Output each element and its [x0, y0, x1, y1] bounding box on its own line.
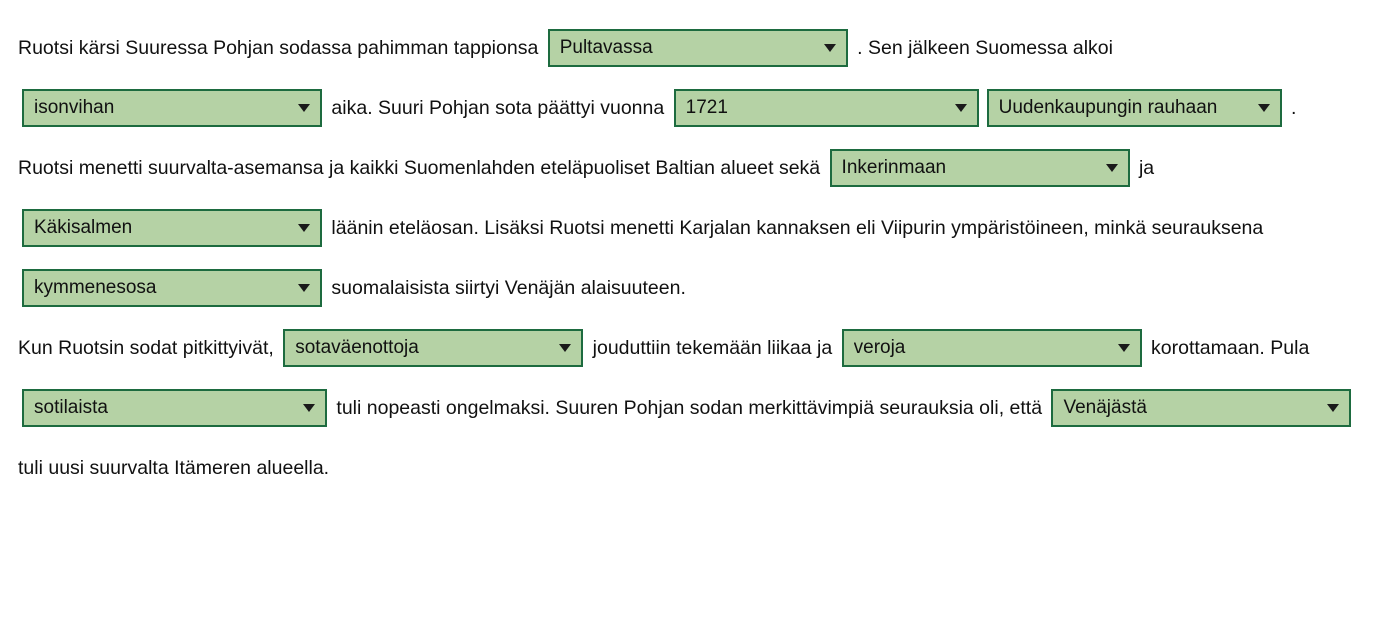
exercise-text: tuli uusi suurvalta Itämeren alueella.	[18, 397, 1361, 479]
exercise-text: jouduttiin tekemään liikaa ja	[587, 337, 838, 359]
dropdown-selected-value: 1721	[685, 96, 728, 118]
dropdown-isonvihan[interactable]	[22, 89, 322, 127]
dropdown-uudenkaupungin-rauhaan[interactable]	[987, 89, 1282, 127]
dropdown-venajasta[interactable]	[1051, 389, 1351, 427]
chevron-down-icon[interactable]	[298, 104, 310, 112]
exercise-text: suomalaisista siirtyi Venäjän alaisuuteen.	[326, 277, 686, 299]
exercise-text: ja	[1133, 157, 1160, 179]
chevron-down-icon[interactable]	[1118, 344, 1130, 352]
chevron-down-icon[interactable]	[1106, 164, 1118, 172]
dropdown-inkerinmaan[interactable]	[830, 149, 1130, 187]
dropdown-selected-value: sotaväenottoja	[295, 336, 419, 358]
dropdown-kakisalmen[interactable]	[22, 209, 322, 247]
chevron-down-icon[interactable]	[298, 224, 310, 232]
chevron-down-icon[interactable]	[955, 104, 967, 112]
dropdown-selected-value: kymmenesosa	[34, 276, 157, 298]
chevron-down-icon[interactable]	[1258, 104, 1270, 112]
chevron-down-icon[interactable]	[298, 284, 310, 292]
chevron-down-icon[interactable]	[824, 44, 836, 52]
dropdown-veroja[interactable]	[842, 329, 1142, 367]
dropdown-sotilaista[interactable]	[22, 389, 327, 427]
dropdown-selected-value: Käkisalmen	[34, 216, 133, 238]
dropdown-selected-value: Inkerinmaan	[841, 156, 947, 178]
chevron-down-icon[interactable]	[303, 404, 315, 412]
exercise-text: . Ruotsi menetti suurvalta-asemansa ja kaikki Suomenlahden eteläpuoliset Baltian alueet sekä	[18, 97, 1302, 179]
exercise-text: tuli nopeasti ongelmaksi. Suuren Pohjan sodan merkittävimpiä seurauksia oli, että	[331, 397, 1048, 419]
dropdown-vuosi[interactable]	[674, 89, 979, 127]
exercise-text: läänin eteläosan. Lisäksi Ruotsi menetti Karjalan kannaksen eli Viipurin ympäristöineen, minkä seurauksena	[326, 217, 1269, 239]
dropdown-selected-value: Pultavassa	[559, 36, 653, 58]
exercise-text: . Sen jälkeen Suomessa alkoi	[851, 37, 1119, 59]
dropdown-pultavassa[interactable]	[548, 29, 848, 67]
dropdown-selected-value: veroja	[853, 336, 906, 358]
dropdown-kymmenesosa[interactable]	[22, 269, 322, 307]
exercise-text: Kun Ruotsin sodat pitkittyivät,	[18, 337, 280, 359]
chevron-down-icon[interactable]	[1327, 404, 1339, 412]
dropdown-sotavaenottoja[interactable]	[283, 329, 583, 367]
dropdown-selected-value: Uudenkaupungin rauhaan	[998, 96, 1218, 118]
dropdown-selected-value: Venäjästä	[1063, 396, 1147, 418]
exercise-text: aika. Suuri Pohjan sota päättyi vuonna	[326, 97, 670, 119]
chevron-down-icon[interactable]	[559, 344, 571, 352]
exercise-text: korottamaan. Pula	[1145, 337, 1315, 359]
dropdown-selected-value: sotilaista	[34, 396, 108, 418]
exercise-text: Ruotsi kärsi Suuressa Pohjan sodassa pahimman tappionsa	[18, 37, 544, 59]
dropdown-selected-value: isonvihan	[34, 96, 115, 118]
